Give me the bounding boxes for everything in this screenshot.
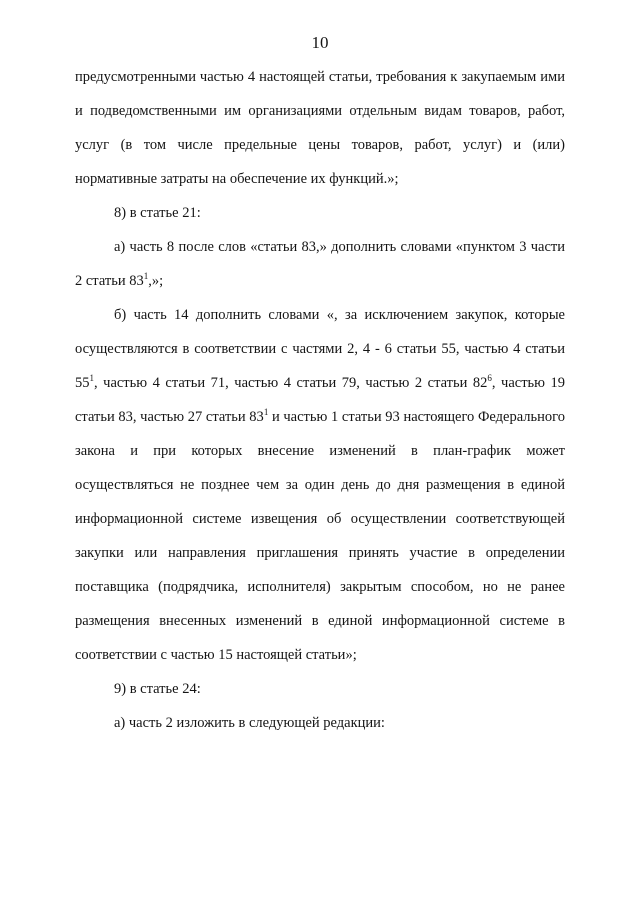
paragraph-8b-text-1: б) часть 14 дополнить словами «, за исключением закупок, которые осуществляются в соответствии с частями 2, 4 - 6 статьи 55, частью 4 статьи 55 <box>75 307 565 391</box>
paragraph-8b-text-2: , частью 4 статьи 71, частью 4 статьи 79, частью 2 статьи 82 <box>94 375 488 391</box>
paragraph-item-8a <box>75 230 565 298</box>
paragraph-8a-text: а) часть 8 после слов «статьи 83,» дополнить словами «пунктом 3 части 2 статьи 83 <box>75 239 565 289</box>
superscript: 6 <box>487 373 492 384</box>
document-body <box>75 60 565 740</box>
paragraph-continuation: предусмотренными частью 4 настоящей статьи, требования к закупаемым ими и подведомственными им организациями отдельным видам товаров, работ, услуг (в том числе предельные цены товаров, работ, услуг) и (или) нормативные затраты на обеспечение их функций.»; <box>75 69 565 187</box>
superscript: 1 <box>143 271 149 282</box>
superscript: 1 <box>89 373 94 384</box>
paragraph-8b-text-4: и частью 1 статьи 93 настоящего Федерального закона и при которых внесение изменений в план-график может осуществляться не позднее чем за один день до дня размещения в единой информационной системе извещения об осуществлении соответствующей закупки или направления приглашения принять участие в определении поставщика (подрядчика, исполнителя) закрытым способом, но не ранее размещения внесенных изменений в единой информационной системе в соответствии с частью 15 настоящей статьи»; <box>75 409 565 663</box>
paragraph-item-8: 8) в статье 21: <box>114 205 201 221</box>
paragraph-item-8b <box>75 298 565 672</box>
superscript: 1 <box>263 407 269 418</box>
paragraph-8b-text-3: , частью 19 статьи 83, частью 27 статьи 83 <box>75 375 566 425</box>
paragraph-item-9a: а) часть 2 изложить в следующей редакции: <box>114 715 385 731</box>
page-number: 10 <box>311 33 329 52</box>
paragraph-8a-tail: ,»; <box>148 273 164 289</box>
paragraph-item-9: 9) в статье 24: <box>114 681 201 697</box>
